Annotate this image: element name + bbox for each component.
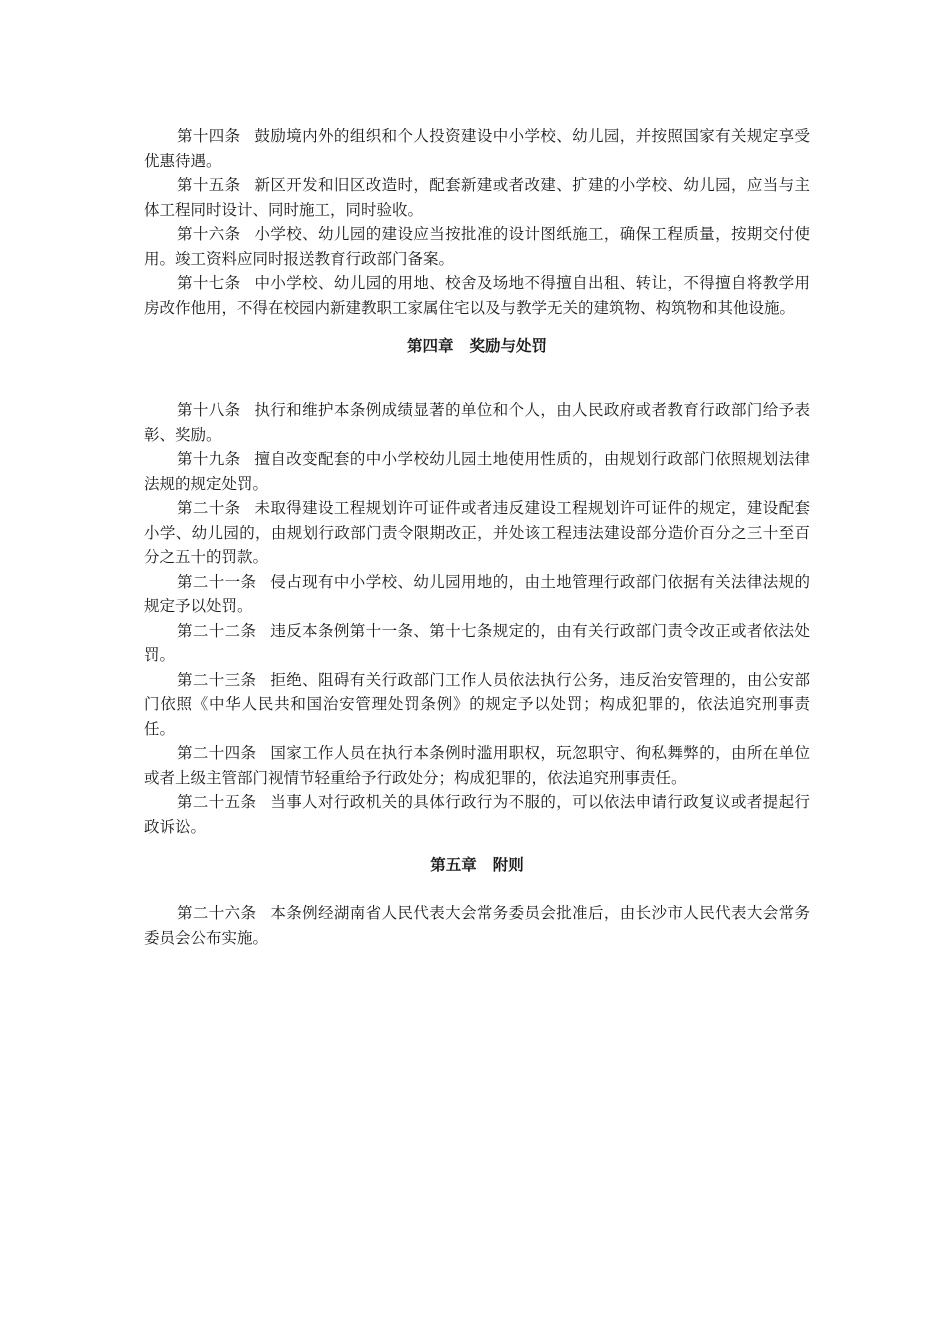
articles-section-a <box>144 124 810 320</box>
article-text: 执行和维护本条例成绩显著的单位和个人，由人民政府或者教育行政部门给予表彰、奖励。 <box>144 401 810 444</box>
article <box>144 790 810 839</box>
article-number: 第十六条 <box>177 225 241 243</box>
chapter-heading <box>144 853 810 877</box>
article-number: 第十七条 <box>177 274 241 292</box>
article-number: 第十九条 <box>177 450 241 468</box>
article-number: 第二十四条 <box>177 744 257 762</box>
article-number: 第十五条 <box>177 176 241 194</box>
article <box>144 901 810 950</box>
article-text: 新区开发和旧区改造时，配套新建或者改建、扩建的小学校、幼儿园，应当与主体工程同时设计、同时施工，同时验收。 <box>144 176 810 219</box>
article <box>144 173 810 222</box>
article-number: 第二十五条 <box>177 793 257 811</box>
chapter-number: 第五章 <box>430 855 477 874</box>
article-number: 第二十二条 <box>177 621 257 640</box>
article-number: 第十四条 <box>177 127 241 145</box>
article-number: 第二十一条 <box>177 572 257 591</box>
article-text: 擅自改变配套的中小学校幼儿园土地使用性质的，由规划行政部门依照规划法律法规的规定处罚。 <box>144 450 810 493</box>
chapter-title: 奖励与处罚 <box>469 336 548 355</box>
article-number: 第二十条 <box>177 499 241 517</box>
article <box>144 124 810 173</box>
articles-chapter-4 <box>144 398 810 839</box>
chapter-title: 附则 <box>492 855 524 874</box>
article-text: 当事人对行政机关的具体行政行为不服的，可以依法申请行政复议或者提起行政诉讼。 <box>144 793 810 836</box>
document-page <box>144 124 810 950</box>
article-text: 本条例经湖南省人民代表大会常务委员会批准后，由长沙市人民代表大会常务委员会公布实施。 <box>144 904 810 947</box>
article-text: 侵占现有中小学校、幼儿园用地的，由土地管理行政部门依据有关法律法规的规定予以处罚。 <box>144 572 810 615</box>
article <box>144 570 810 619</box>
article-text: 国家工作人员在执行本条例时滥用职权，玩忽职守、徇私舞弊的，由所在单位或者上级主管部门视情节轻重给予行政处分；构成犯罪的，依法追究刑事责任。 <box>144 744 810 787</box>
chapter-heading <box>144 334 810 358</box>
article <box>144 398 810 447</box>
articles-chapter-5 <box>144 901 810 950</box>
article <box>144 447 810 496</box>
article-text: 小学校、幼儿园的建设应当按批准的设计图纸施工，确保工程质量，按期交付使用。竣工资料应同时报送教育行政部门备案。 <box>144 225 810 268</box>
article-text: 拒绝、阻碍有关行政部门工作人员依法执行公务，违反治安管理的，由公安部门依照《中华人民共和国治安管理处罚条例》的规定予以处罚；构成犯罪的，依法追究刑事责任。 <box>144 670 810 738</box>
article <box>144 271 810 320</box>
article <box>144 619 810 668</box>
article-text: 未取得建设工程规划许可证件或者违反建设工程规划许可证件的规定，建设配套小学、幼儿园的，由规划行政部门责令限期改正，并处该工程违法建设部分造价百分之三十至百分之五十的罚款。 <box>144 499 810 566</box>
article <box>144 741 810 790</box>
article-number: 第十八条 <box>177 401 241 419</box>
article-text: 鼓励境内外的组织和个人投资建设中小学校、幼儿园，并按照国家有关规定享受优惠待遇。 <box>144 127 810 170</box>
article-number: 第二十三条 <box>177 670 257 689</box>
article <box>144 496 810 570</box>
chapter-number: 第四章 <box>406 336 454 355</box>
article <box>144 222 810 271</box>
article-number: 第二十六条 <box>177 904 257 922</box>
article <box>144 668 810 742</box>
article-text: 违反本条例第十一条、第十七条规定的，由有关行政部门责令改正或者依法处罚。 <box>144 621 810 664</box>
article-text: 中小学校、幼儿园的用地、校舍及场地不得擅自出租、转让，不得擅自将教学用房改作他用，不得在校园内新建教职工家属住宅以及与教学无关的建筑物、构筑物和其他设施。 <box>144 274 810 317</box>
